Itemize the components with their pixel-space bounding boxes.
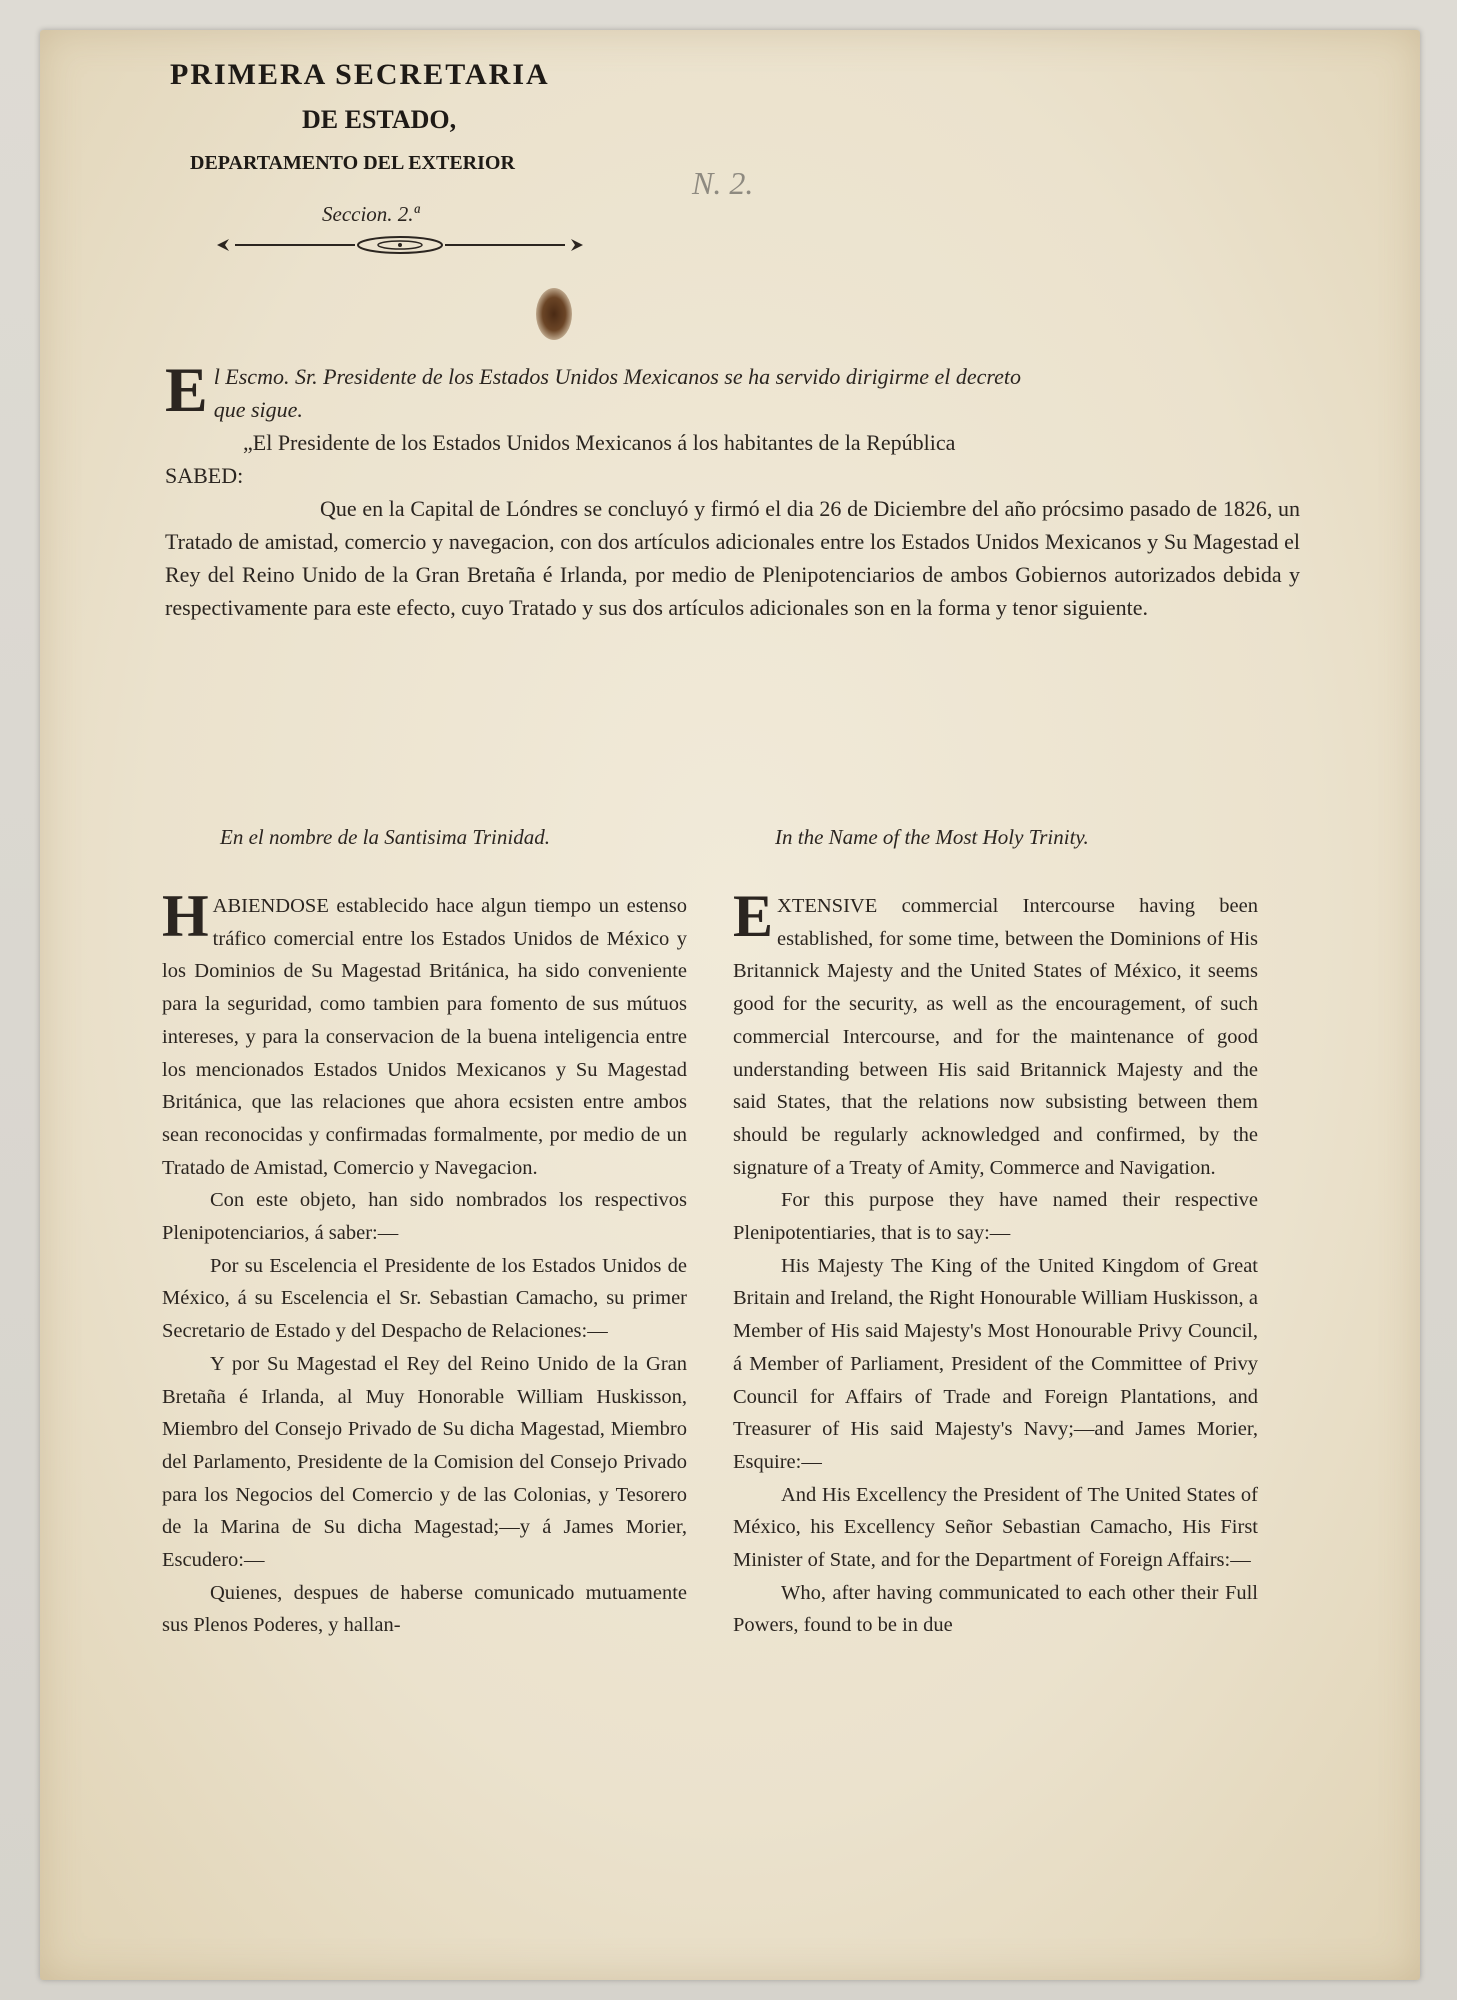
left-dropcap: H xyxy=(162,883,209,949)
right-column-title: In the Name of the Most Holy Trinity. xyxy=(775,825,1089,849)
intro-line-1: l Escmo. Sr. Presidente de los Estados Unidos Mexicanos se ha servido dirigirme el decreto xyxy=(213,364,1022,389)
right-paragraph-5: Who, after having communicated to each other their Full Powers, found to be in due xyxy=(733,1581,1258,1637)
header-seccion: Seccion. 2.ª xyxy=(322,202,420,226)
header-primera-secretaria: PRIMERA SECRETARIA xyxy=(170,58,550,91)
left-paragraph-1 xyxy=(162,883,687,1184)
handwritten-number: N. 2. xyxy=(692,165,754,201)
right-dropcap: E xyxy=(733,883,774,949)
left-paragraph-4: Y por Su Magestad el Rey del Reino Unido de la Gran Bretaña é Irlanda, al Muy Honorable William Huskisson, Miembro del Consejo Privado de Su dicha Magestad, Miembro del Parlamento, Presidente de la Comision del Consejo Privado para los Negocios del Comercio y de las Colonias, y Tesorero de la Marina de Su dicha Magestad;—y á James Morier, Escudero:— xyxy=(162,1352,687,1572)
right-paragraph-3: His Majesty The King of the United Kingdom of Great Britain and Ireland, the Right Honourable William Huskisson, a Member of His said Majesty's Most Honourable Privy Council, á Member of Parliament, President of the Committee of Privy Council for Affairs of Trade and Foreign Plantations, and Treasurer of His said Majesty's Navy;—and James Morier, Esquire:— xyxy=(733,1254,1258,1473)
intro-sabed: SABED: xyxy=(165,463,244,488)
left-p1-text: ABIENDOSE establecido hace algun tiempo un estenso tráfico comercial entre los Estados Unidos de México y los Dominios de Su Magestad Británica, ha sido conveniente para la seguridad, como tambien para fomento de sus mútuos intereses, y para la conservacion de la buena inteligencia entre los mencionados Estados Unidos Mexicanos y Su Magestad Británica, que las relaciones que ahora ecsisten entre ambos sean reconocidas y confirmadas formalmente, por medio de un Tratado de Amistad, Comercio y Navegacion. xyxy=(162,895,687,1179)
intro-line-2: que sigue. xyxy=(213,397,303,422)
left-column-title: En el nombre de la Santisima Trinidad. xyxy=(220,825,550,849)
ink-stain xyxy=(536,288,572,340)
left-paragraph-2: Con este objeto, han sido nombrados los respectivos Plenipotenciarios, á saber:— xyxy=(162,1189,687,1245)
right-column xyxy=(733,883,1258,1642)
intro-line-3: „El Presidente de los Estados Unidos Mexicanos á los habitantes de la República xyxy=(243,430,956,455)
header-departamento: DEPARTAMENTO DEL EXTERIOR xyxy=(190,152,515,174)
left-paragraph-3: Por su Escelencia el Presidente de los Estados Unidos de México, á su Escelencia el Sr. Sebastian Camacho, su primer Secretario de Estado y del Despacho de Relaciones:— xyxy=(162,1254,687,1343)
intro-block xyxy=(165,354,1300,624)
right-paragraph-1 xyxy=(733,883,1258,1184)
intro-paragraph: Que en la Capital de Lóndres se concluyó y firmó el dia 26 de Diciembre del año prócsimo pasado de 1826, un Tratado de amistad, comercio y navegacion, con dos artículos adicionales entre los Estados Unidos Mexicanos y Su Magestad el Rey del Reino Unido de la Gran Bretaña é Irlanda, por medio de Plenipotenciarios de ambos Gobiernos autorizados debida y respectivamente para este efecto, cuyo Tratado y sus dos artículos adicionales son en la forma y tenor siguiente. xyxy=(165,496,1300,620)
right-p1-text: XTENSIVE commercial Intercourse having been established, for some time, between the Dominions of His Britannick Majesty and the United States of México, it seems good for the security, as well as the encouragement, of such commercial Intercourse, and for the maintenance of good understanding between His said Britannick Majesty and the said States, that the relations now subsisting between them should be regularly acknowledged and confirmed, by the signature of a Treaty of Amity, Commerce and Navigation. xyxy=(733,895,1258,1179)
left-column xyxy=(162,883,687,1642)
header-de-estado: DE ESTADO, xyxy=(302,105,457,134)
ornament-divider xyxy=(215,233,585,257)
document-page xyxy=(40,30,1420,1980)
left-paragraph-5: Quienes, despues de haberse comunicado mutuamente sus Plenos Poderes, y hallan- xyxy=(162,1581,687,1637)
right-paragraph-2: For this purpose they have named their respective Plenipotentiaries, that is to say:— xyxy=(733,1189,1258,1245)
right-paragraph-4: And His Excellency the President of The United States of México, his Excellency Señor Sebastian Camacho, His First Minister of State, and for the Department of Foreign Affairs:— xyxy=(733,1483,1258,1572)
intro-dropcap: E xyxy=(165,354,208,425)
